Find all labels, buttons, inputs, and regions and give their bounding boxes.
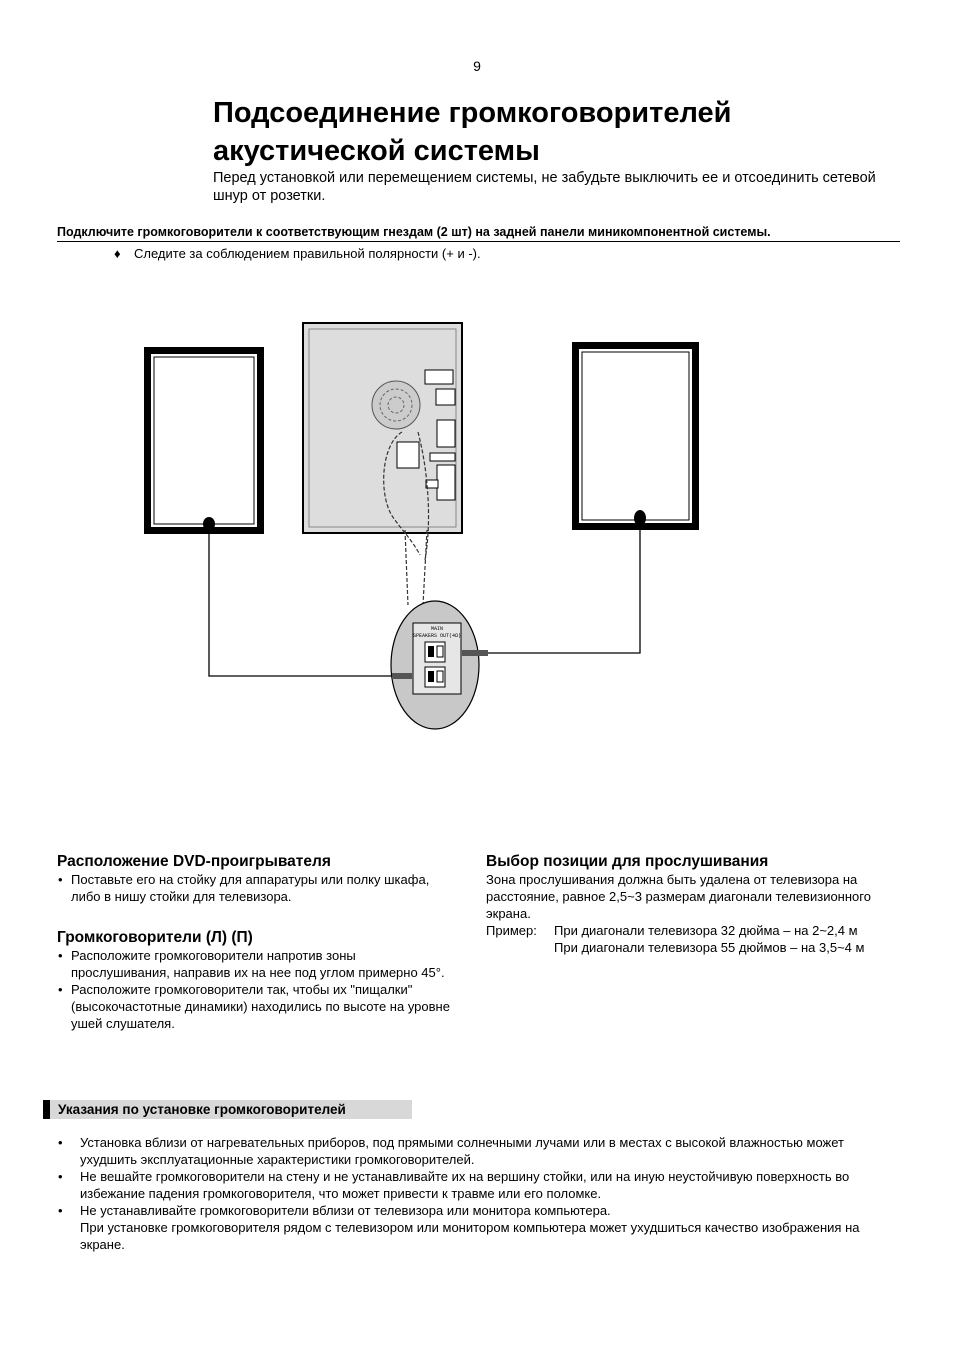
diamond-bullet-icon: ♦: [114, 246, 121, 261]
dvd-placement-heading: Расположение DVD-проигрывателя: [57, 853, 331, 870]
intro-text: Перед установкой или перемещением системы, не забудьте выключить ее и отсоединить сетевой шнур от розетки.: [213, 170, 876, 204]
notes-heading: Указания по установке громкоговорителей: [43, 1100, 412, 1119]
right-speaker: [572, 342, 699, 530]
note-text: • Не устанавливайте громкоговорители вблизи от телевизора или монитора компьютера.: [80, 1203, 611, 1218]
cooling-fan-icon: [372, 381, 420, 429]
note-extra-text: При установке громкоговорителя рядом с телевизором или монитором компьютера может ухудшиться качество изображения на экране.: [80, 1220, 860, 1252]
listening-heading: Выбор позиции для прослушивания: [486, 853, 769, 870]
left-cable-plug-icon: [392, 673, 412, 679]
right-speaker-cable: [488, 525, 640, 653]
example-label: Пример:: [486, 923, 537, 938]
example-row: [486, 922, 906, 956]
list-item: • Расположите громкоговорители напротив зоны прослушивания, направив их на нее под углом примерно 45°.: [57, 947, 457, 981]
list-item: • Не вешайте громкоговорители на стену и не устанавливайте их на вершину стойки, или на иную неустойчивую поверхность во избежание падения громкоговорителя, что может привести к травме или его поломке.: [57, 1168, 902, 1202]
label-speakers-out: SPEAKERS OUT(4Ω): [412, 633, 462, 639]
polarity-note-text: Следите за соблюдением правильной полярности (+ и -).: [134, 246, 481, 261]
notes-list: [57, 1134, 902, 1253]
dvd-placement-list: [57, 871, 457, 905]
right-speaker-terminal-icon: [634, 510, 646, 526]
list-item: • Расположите громкоговорители так, чтобы их "пищалки" (высокочастотные динамики) находились по высоте на уровне ушей слушателя.: [57, 981, 457, 1032]
page-title-line-1: Подсоединение громкоговорителей: [213, 97, 732, 129]
left-speaker: [144, 347, 264, 534]
terminal-close-up: [391, 601, 479, 729]
label-main: MAIN: [430, 626, 444, 632]
right-column: [486, 853, 906, 956]
listening-text: Зона прослушивания должна быть удалена от телевизора на расстояние, равное 2,5~3 размерам диагонали телевизионного экрана.: [486, 872, 871, 921]
example-line-2: При диагонали телевизора 55 дюймов – на 3,5~4 м: [554, 940, 865, 955]
speakers-heading: Громкоговорители (Л) (П): [57, 929, 253, 946]
list-item: • Установка вблизи от нагревательных приборов, под прямыми солнечными лучами или в местах с высокой влажностью может ухудшить эксплуатационные характеристики громкоговорителей.: [57, 1134, 902, 1168]
page-title: [213, 94, 913, 170]
main-unit-rear-panel: [303, 323, 462, 560]
connection-diagram: [0, 300, 954, 740]
list-item: • Поставьте его на стойку для аппаратуры или полку шкафа, либо в нишу стойки для телевизора.: [57, 871, 457, 905]
list-item: [57, 1202, 902, 1253]
polarity-note: [114, 246, 481, 261]
page-title-line-2: акустической системы: [213, 135, 540, 167]
right-cable-plug-icon: [462, 650, 488, 656]
left-column: [57, 853, 457, 1032]
left-speaker-terminal-icon: [203, 517, 215, 531]
example-line-1: При диагонали телевизора 32 дюйма – на 2~2,4 м: [554, 923, 858, 938]
main-instruction: Подключите громкоговорители к соответствующим гнездам (2 шт) на задней панели миникомпонентной системы.: [57, 225, 900, 242]
left-speaker-cable: [209, 530, 392, 676]
page-number: 9: [473, 58, 481, 74]
speakers-list: [57, 947, 457, 1032]
notes-section: [57, 1134, 902, 1253]
